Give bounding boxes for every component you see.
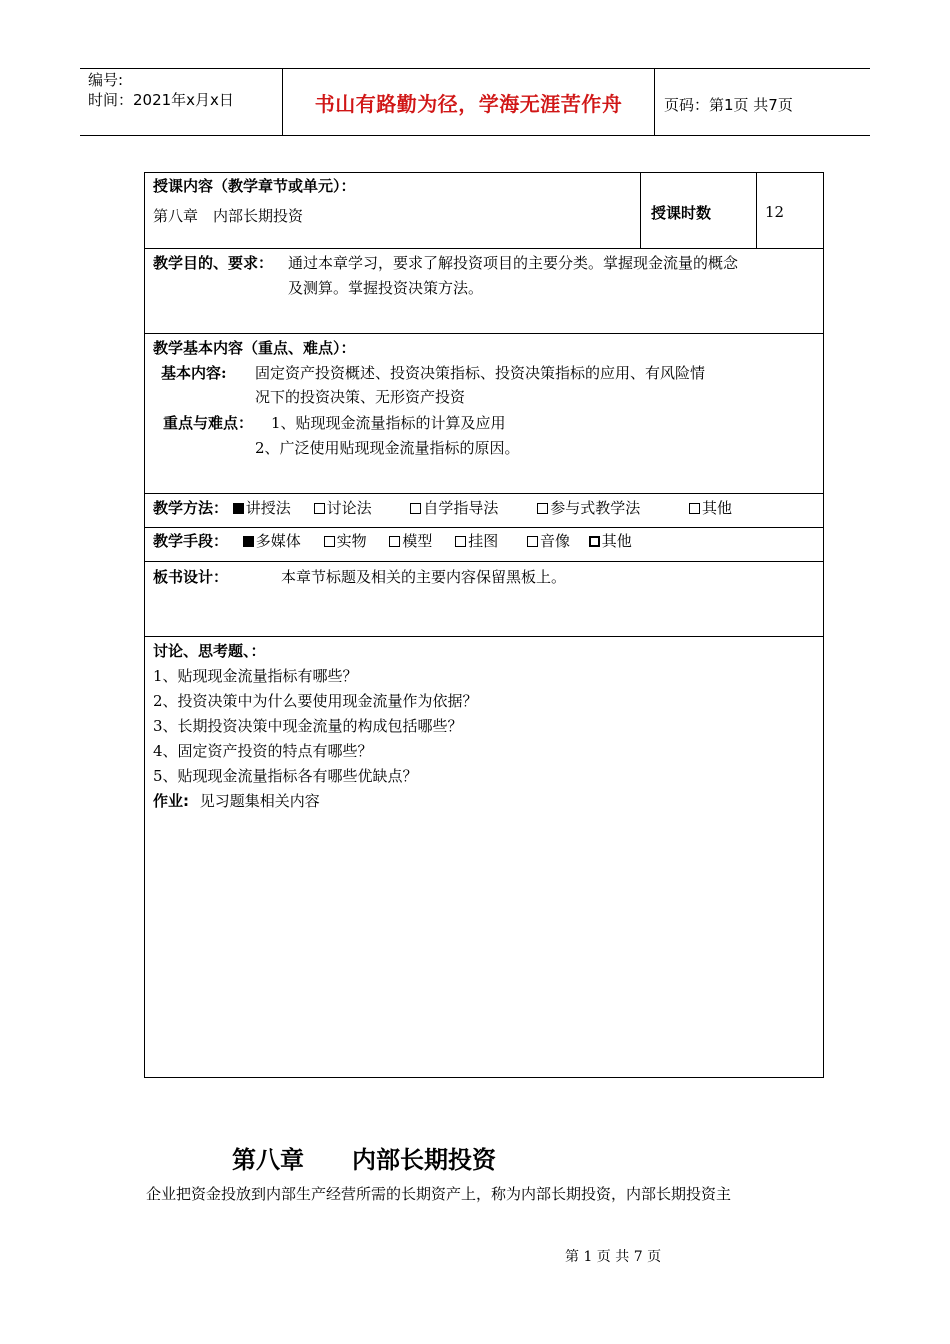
method-label: 教学方法： [153, 499, 229, 517]
checkbox-checked[interactable] [233, 503, 244, 514]
content-label: 授课内容（教学章节或单元）： [153, 177, 356, 195]
discussion-label: 讨论、思考题、： [153, 642, 266, 660]
intro-paragraph: 企业把资金投放到内部生产经营所需的长期资产上，称为内部长期投资，内部长期投资主 [146, 1185, 732, 1203]
means-option-model[interactable]: 模型 [389, 530, 432, 552]
col-divider [640, 173, 641, 248]
method-option-discussion[interactable]: 讨论法 [314, 497, 372, 519]
checkbox[interactable] [455, 536, 466, 547]
means-option-other[interactable]: 其他 [589, 530, 632, 552]
board-label: 板书设计： [153, 568, 229, 586]
homework-value: 见习题集相关内容 [199, 792, 320, 810]
header-top-rule [80, 68, 870, 69]
hours-value: 12 [765, 203, 785, 221]
method-row [153, 497, 732, 519]
header-bottom-rule [80, 135, 870, 136]
method-option-self-study[interactable]: 自学指导法 [410, 497, 498, 519]
key-point: 1、贴现现金流量指标的计算及应用 [271, 414, 506, 432]
page-info: 页码：第1页 共7页 [664, 96, 793, 114]
row-divider [145, 248, 823, 249]
means-option-object[interactable]: 实物 [324, 530, 367, 552]
objectives-label: 教学目的、要求： [153, 254, 274, 272]
basics-label: 教学基本内容（重点、难点）： [153, 339, 356, 357]
hours-label: 授课时数 [651, 204, 712, 222]
checkbox[interactable] [689, 503, 700, 514]
header-meta [88, 70, 234, 110]
objectives-line: 及测算。掌握投资决策方法。 [288, 279, 484, 297]
board-value: 本章节标题及相关的主要内容保留黑板上。 [281, 568, 567, 586]
page-footer: 第 1 页 共 7 页 [565, 1249, 662, 1265]
basic-content-line: 况下的投资决策、无形资产投资 [255, 388, 466, 406]
basic-content-line: 固定资产投资概述、投资决策指标、投资决策指标的应用、有风险情 [255, 364, 706, 382]
content-value: 第八章 内部长期投资 [153, 207, 304, 225]
method-option-participatory[interactable]: 参与式教学法 [537, 497, 640, 519]
discussion-question: 3、长期投资决策中现金流量的构成包括哪些？ [153, 717, 463, 735]
checkbox[interactable] [527, 536, 538, 547]
chapter-title: 第八章 内部长期投资 [232, 1146, 496, 1174]
method-option-lecture[interactable]: 讲授法 [233, 497, 291, 519]
lesson-plan-table [144, 172, 824, 1078]
means-option-chart[interactable]: 挂图 [455, 530, 498, 552]
checkbox[interactable] [410, 503, 421, 514]
method-option-other[interactable]: 其他 [689, 497, 732, 519]
checkbox[interactable] [324, 536, 335, 547]
discussion-question: 1、贴现现金流量指标有哪些？ [153, 667, 358, 685]
row-divider [145, 636, 823, 637]
checkbox[interactable] [389, 536, 400, 547]
basic-content-label: 基本内容: [161, 364, 227, 382]
objectives-line: 通过本章学习，要求了解投资项目的主要分类。掌握现金流量的概念 [288, 254, 739, 272]
key-points-label: 重点与难点： [163, 414, 254, 432]
time-label: 时间：2021年x月x日 [88, 91, 234, 109]
means-option-multimedia[interactable]: 多媒体 [243, 530, 301, 552]
discussion-question: 5、贴现现金流量指标各有哪些优缺点？ [153, 767, 418, 785]
header-divider [654, 68, 655, 135]
number-label: 编号: [88, 71, 124, 89]
means-option-audio-video[interactable]: 音像 [527, 530, 570, 552]
homework-row [153, 790, 320, 812]
row-divider [145, 527, 823, 528]
discussion-question: 2、投资决策中为什么要使用现金流量作为依据？ [153, 692, 478, 710]
row-divider [145, 561, 823, 562]
checkbox-checked[interactable] [243, 536, 254, 547]
row-divider [145, 493, 823, 494]
motto: 书山有路勤为径，学海无涯苦作舟 [314, 92, 623, 116]
discussion-question: 4、固定资产投资的特点有哪些？ [153, 742, 373, 760]
homework-label: 作业: [153, 792, 189, 810]
key-point: 2、广泛使用贴现现金流量指标的原因。 [255, 439, 520, 457]
row-divider [145, 333, 823, 334]
col-divider [756, 173, 757, 248]
checkbox[interactable] [537, 503, 548, 514]
means-row [153, 530, 632, 552]
checkbox[interactable] [589, 536, 600, 547]
means-label: 教学手段： [153, 532, 229, 550]
checkbox[interactable] [314, 503, 325, 514]
